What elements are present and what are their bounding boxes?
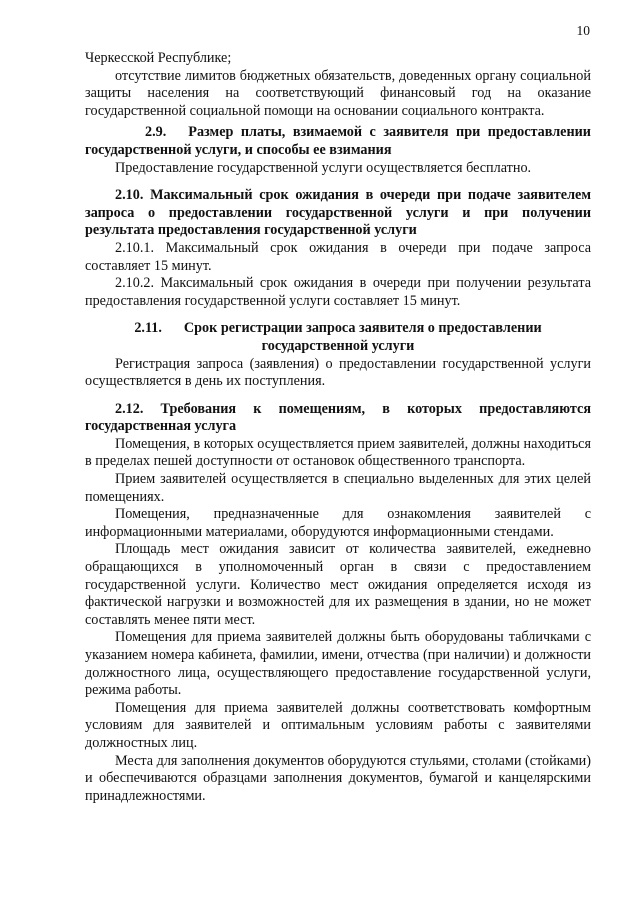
paragraph: отсутствие лимитов бюджетных обязательств, доведенных органу социальной защиты населения на соответствующий финансовый год на оказание государственной социальной помощи на основании социального контракта.: [85, 67, 591, 119]
paragraph: Черкесской Республике;: [85, 50, 232, 66]
paragraph: Места для заполнения документов оборудуются стульями, столами (стойками) и обеспечиваются образцами заполнения документов, бумагой и канцелярскими принадлежностями.: [85, 752, 591, 804]
paragraph: Помещения, предназначенные для ознакомления заявителей с информационными материалами, оборудуются информационными стендами.: [85, 506, 591, 540]
paragraph: 2.10.1. Максимальный срок ожидания в очереди при подаче запроса составляет 15 минут.: [85, 239, 591, 274]
page-number: 10: [576, 23, 590, 38]
section-heading-2-10: 2.10. Максимальный срок ожидания в очереди при подаче заявителем запроса о предоставлении государственной услуги и при получении результата предоставления государственной услуги: [85, 187, 591, 239]
document-body: [85, 50, 591, 805]
paragraph: 2.10.2. Максимальный срок ожидания в очереди при получении результата предоставления государственной услуги составляет 15 минут.: [85, 275, 591, 309]
paragraph: Помещения для приема заявителей должны быть оборудованы табличками с указанием номера кабинета, фамилии, имени, отчества (при наличии) и должности должностного лица, осуществляющего предоставление государственной услуги, режима работы.: [85, 629, 591, 699]
section-heading-2-12: 2.12. Требования к помещениям, в которых предоставляются государственная услуга: [85, 400, 591, 435]
paragraph: Регистрация запроса (заявления) о предоставлении государственной услуги осуществляется в день их поступления.: [85, 355, 591, 390]
paragraph: Предоставление государственной услуги осуществляется бесплатно.: [115, 159, 532, 176]
paragraph: Прием заявителей осуществляется в специально выделенных для этих целей помещениях.: [85, 471, 591, 505]
section-heading-2-9: 2.9. Размер платы, взимаемой с заявителя при предоставлении государственной услуги, и способы ее взимания: [85, 124, 591, 158]
section-heading-2-11: 2.11. Срок регистрации запроса заявителя о предоставлении государственной услуги: [134, 320, 542, 354]
paragraph: Площадь мест ожидания зависит от количества заявителей, ежедневно обращающихся в уполномоченный орган в связи с предоставлением государственной услуги. Количество мест ожидания определяется исходя из фактической нагрузки и возможностей для их размещения в здании, но не может составлять менее пяти мест.: [85, 541, 591, 628]
paragraph: Помещения для приема заявителей должны соответствовать комфортным условиям для заявителей и оптимальным условиям работы с заявителями должностных лиц.: [85, 699, 591, 751]
paragraph: Помещения, в которых осуществляется прием заявителей, должны находиться в пределах пешей доступности от остановок общественного транспорта.: [85, 435, 591, 470]
